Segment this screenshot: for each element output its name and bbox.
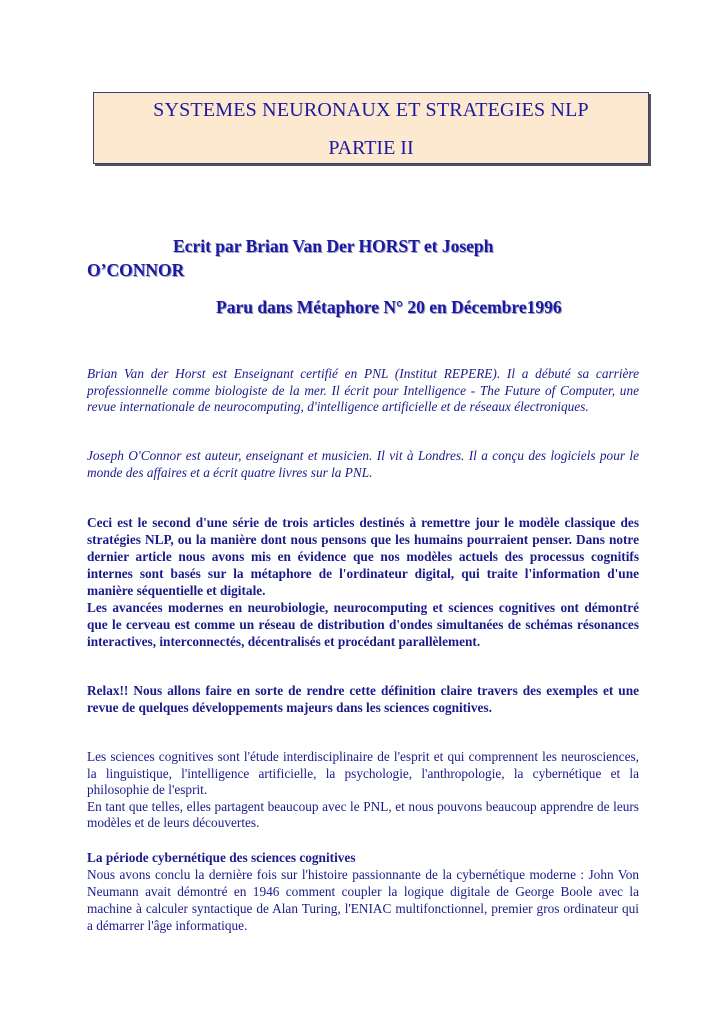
- section-paragraph: Nous avons conclu la dernière fois sur l'histoire passionnante de la cybernétique moderne : John Von Neumann avait démontré en 1946 comment coupler la logique digitale de George Boole avec la machine à calculer syntactique de Alan Turing, l'ENIAC multifonctionnel, premier gros ordinateur qui a démarrer l'âge informatique.: [87, 867, 639, 933]
- author-bio-horst: Brian Van der Horst est Enseignant certifié en PNL (Institut REPERE). Il a débuté sa carrière professionnelle comme biologiste de la mer. Il écrit pour Intelligence - The Future of Computer, une revue internationale de neurocomputing, d'intelligence artificielle et de réseaux électroniques.: [87, 366, 639, 414]
- body-section: [87, 749, 639, 832]
- publication-note: Paru dans Métaphore N° 20 en Décembre1996: [216, 297, 562, 317]
- section-heading: La période cybernétique des sciences cognitives: [87, 850, 356, 865]
- document-subtitle: PARTIE II: [328, 137, 414, 159]
- intro-paragraph: Ceci est le second d'une série de trois articles destinés à remettre jour le modèle classique des stratégies NLP, ou la manière dont nous pensons que les humains pourraient penser. Dans notre dernier article nous avons mis en évidence que nos modèles actuels des processus cognitifs internes sont basés sur la métaphore de l'ordinateur digital, qui traite l'information d'une manière séquentielle et digitale.: [87, 515, 639, 598]
- body-paragraph: Les sciences cognitives sont l'étude interdisciplinaire de l'esprit et qui comprennent les neurosciences, la linguistique, l'intelligence artificielle, la psychologie, l'anthropologie, la cybernétique et la philosophie de l'esprit.: [87, 749, 639, 797]
- intro-paragraph: Les avancées modernes en neurobiologie, neurocomputing et sciences cognitives ont démontré que le cerveau est comme un réseau de distribution d'ondes simultanées de schémas résonances interactives, interconnectés, décentralisés et procédant parallèlement.: [87, 600, 639, 649]
- document-title: SYSTEMES NEURONAUX ET STRATEGIES NLP: [153, 99, 589, 121]
- byline-line-1: Ecrit par Brian Van Der HORST et Joseph: [173, 236, 494, 256]
- title-box: [93, 92, 649, 164]
- byline-line-2: O’CONNOR: [87, 260, 185, 280]
- author-byline: [87, 234, 647, 282]
- author-bio-oconnor: Joseph O'Connor est auteur, enseignant et musicien. Il vit à Londres. Il a conçu des logiciels pour le monde des affaires et a écrit quatre livres sur la PNL.: [87, 448, 639, 480]
- body-paragraph: En tant que telles, elles partagent beaucoup avec le PNL, et nous pouvons beaucoup apprendre de leurs modèles et de leurs découvertes.: [87, 798, 639, 830]
- intro-section: [87, 514, 639, 650]
- relax-paragraph: Relax!! Nous allons faire en sorte de rendre cette définition claire travers des exemples et une revue de quelques développements majeurs dans les sciences cognitives.: [87, 683, 639, 715]
